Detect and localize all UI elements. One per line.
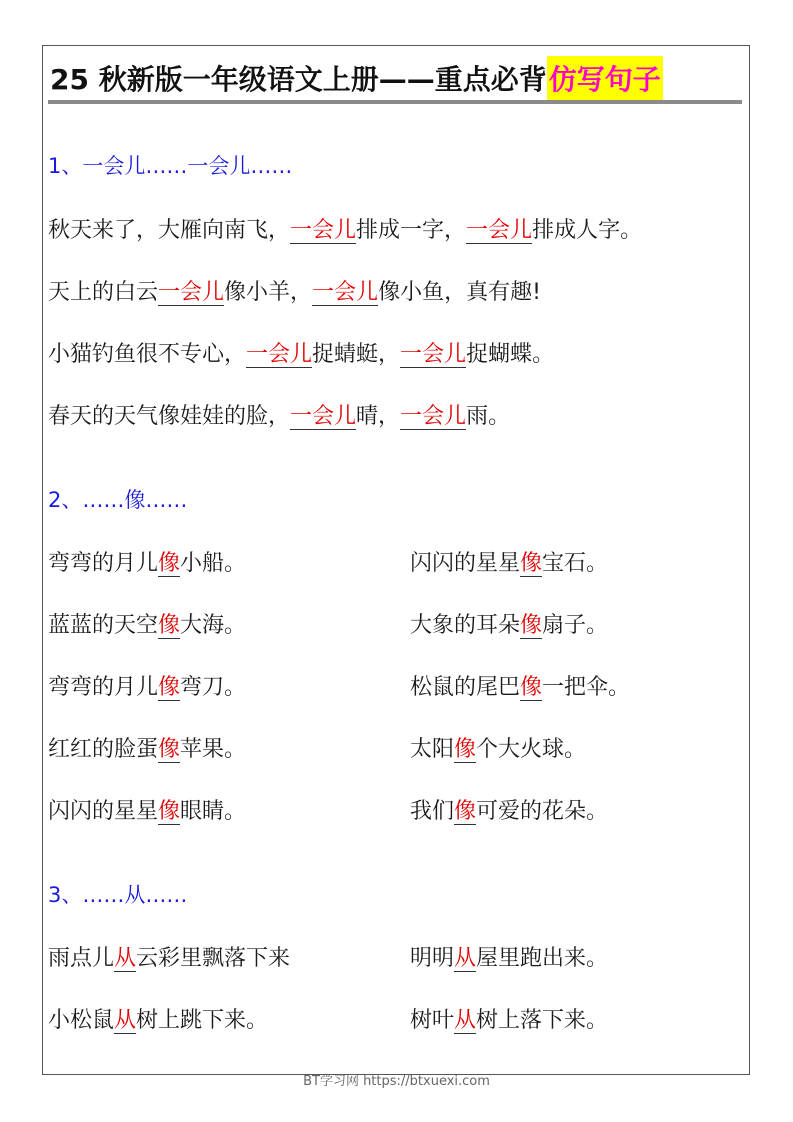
keyword: 像 (158, 613, 181, 638)
keyword: 一会儿 (312, 280, 379, 305)
section-3-heading: 3、……从…… (48, 883, 188, 907)
sentence-text: 云彩里飘落下来 (136, 946, 291, 971)
title-highlight: 仿写句子 (547, 56, 663, 100)
section-2-left-sentence (48, 608, 246, 639)
section-1-sentence (48, 337, 554, 368)
sentence-text: 弯刀。 (180, 675, 247, 700)
sentence-text: 小猫钓鱼很不专心， (48, 342, 247, 367)
sentence-text: 红红的脸蛋 (48, 737, 159, 762)
keyword: 像 (454, 737, 477, 762)
sentence-text: 大海。 (180, 613, 247, 638)
sentence-text: 排成一字， (356, 218, 467, 243)
keyword: 从 (114, 1008, 137, 1033)
title-main: 25 秋新版一年级语文上册——重点必背 (50, 63, 547, 96)
keyword: 一会儿 (400, 404, 467, 429)
keyword: 像 (520, 551, 543, 576)
keyword: 一会儿 (400, 342, 467, 367)
keyword: 一会儿 (290, 404, 357, 429)
sentence-text: 闪闪的星星 (48, 799, 159, 824)
sentence-text: 闪闪的星星 (410, 551, 521, 576)
sentence-text: 雨。 (466, 404, 511, 429)
sentence-text: 扇子。 (542, 613, 609, 638)
sentence-text: 弯弯的月儿 (48, 551, 159, 576)
sentence-text: 小松鼠 (48, 1008, 115, 1033)
keyword: 像 (520, 675, 543, 700)
sentence-text: 眼睛。 (180, 799, 247, 824)
sentence-text: 春天的天气像娃娃的脸， (48, 404, 291, 429)
section-2-right-sentence (410, 794, 608, 825)
sentence-text: 树叶 (410, 1008, 455, 1033)
sentence-text: 屋里跑出来。 (476, 946, 609, 971)
section-2-right-sentence (410, 670, 630, 701)
title-underline (48, 100, 742, 104)
keyword: 从 (454, 1008, 477, 1033)
sentence-text: 我们 (410, 799, 455, 824)
sentence-text: 苹果。 (180, 737, 247, 762)
sentence-text: 小船。 (180, 551, 247, 576)
sentence-text: 大象的耳朵 (410, 613, 521, 638)
keyword: 一会儿 (158, 280, 225, 305)
page-title (50, 54, 663, 102)
keyword: 像 (520, 613, 543, 638)
keyword: 像 (158, 551, 181, 576)
sentence-text: 可爱的花朵。 (476, 799, 609, 824)
section-2-right-sentence (410, 546, 608, 577)
sentence-text: 一把伞。 (542, 675, 631, 700)
section-2-left-sentence (48, 670, 246, 701)
keyword: 从 (454, 946, 477, 971)
keyword: 像 (158, 737, 181, 762)
section-1-heading: 1、一会儿……一会儿…… (48, 154, 293, 178)
section-2-right-sentence (410, 608, 608, 639)
sentence-text: 雨点儿 (48, 946, 115, 971)
footer-watermark: BT学习网 https://btxuexi.com (303, 1074, 490, 1089)
section-3-right-sentence (410, 941, 608, 972)
keyword: 一会儿 (466, 218, 533, 243)
section-2-left-sentence (48, 794, 246, 825)
sentence-text: 太阳 (410, 737, 455, 762)
keyword: 像 (454, 799, 477, 824)
section-2-right-sentence (410, 732, 586, 763)
section-2-left-sentence (48, 732, 246, 763)
section-3-left-sentence (48, 941, 290, 972)
sentence-text: 树上落下来。 (476, 1008, 609, 1033)
sentence-text: 像小羊， (224, 280, 313, 305)
sentence-text: 捉蜻蜓， (312, 342, 401, 367)
keyword: 一会儿 (290, 218, 357, 243)
keyword: 一会儿 (246, 342, 313, 367)
sentence-text: 排成人字。 (532, 218, 643, 243)
keyword: 像 (158, 799, 181, 824)
sentence-text: 蓝蓝的天空 (48, 613, 159, 638)
sentence-text: 秋天来了，大雁向南飞， (48, 218, 291, 243)
section-3-right-sentence (410, 1003, 608, 1034)
keyword: 像 (158, 675, 181, 700)
section-1-sentence (48, 213, 642, 244)
keyword: 从 (114, 946, 137, 971)
sentence-text: 明明 (410, 946, 455, 971)
sentence-text: 松鼠的尾巴 (410, 675, 521, 700)
section-1-sentence (48, 399, 510, 430)
sentence-text: 晴， (356, 404, 401, 429)
sentence-text: 个大火球。 (476, 737, 587, 762)
section-3-left-sentence (48, 1003, 268, 1034)
sentence-text: 像小鱼，真有趣! (378, 280, 541, 305)
sentence-text: 宝石。 (542, 551, 609, 576)
section-2-left-sentence (48, 546, 246, 577)
sentence-text: 弯弯的月儿 (48, 675, 159, 700)
sentence-text: 树上跳下来。 (136, 1008, 269, 1033)
section-1-sentence (48, 275, 541, 306)
section-2-heading: 2、……像…… (48, 488, 188, 512)
sentence-text: 天上的白云 (48, 280, 159, 305)
sentence-text: 捉蝴蝶。 (466, 342, 555, 367)
